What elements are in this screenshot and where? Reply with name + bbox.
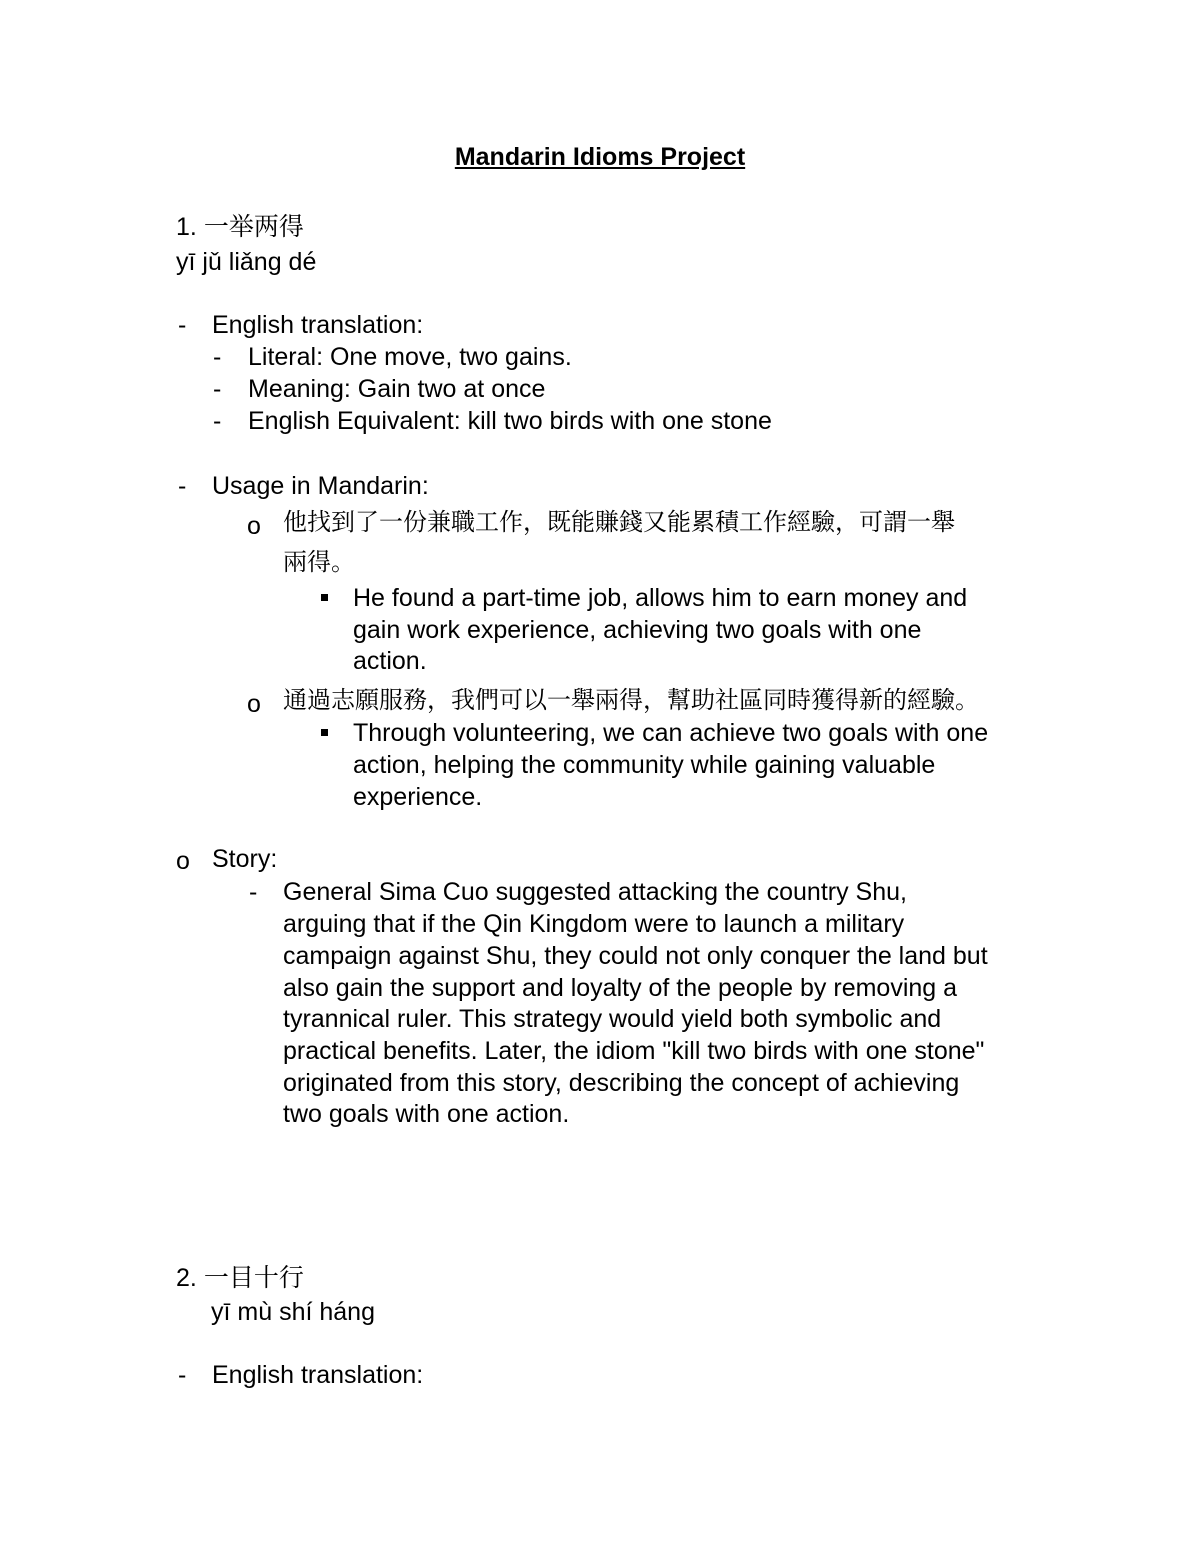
idiom-1-example-1-translation-line: gain work experience, achieving two goals with one — [353, 616, 922, 644]
bullet-circle: o — [247, 512, 261, 540]
bullet-dash: - — [178, 1361, 187, 1389]
idiom-1-meaning: Meaning: Gain two at once — [248, 375, 546, 403]
bullet-dash: - — [213, 375, 222, 403]
idiom-1-example-1-translation-line: He found a part-time job, allows him to earn money and — [353, 584, 968, 612]
bullet-dash: - — [178, 472, 187, 500]
idiom-1-usage-heading: Usage in Mandarin: — [212, 472, 429, 500]
bullet-dash: - — [213, 343, 222, 371]
bullet-square — [321, 729, 328, 736]
bullet-dash: - — [213, 407, 222, 435]
idiom-1-example-2-translation-line: experience. — [353, 783, 483, 811]
idiom-1-example-1-chinese-cont: 兩得。 — [283, 548, 355, 576]
idiom-2-english-heading: English translation: — [212, 1361, 424, 1389]
bullet-dash: - — [249, 878, 258, 906]
idiom-1-story-line: campaign against Shu, they could not only conquer the land but — [283, 942, 988, 970]
idiom-1-story-heading: Story: — [212, 845, 278, 873]
idiom-1-story-line: tyrannical ruler. This strategy would yield both symbolic and — [283, 1005, 942, 1033]
idiom-1-story-line: originated from this story, describing the concept of achieving — [283, 1069, 960, 1097]
idiom-1-heading — [176, 211, 304, 243]
idiom-1-literal: Literal: One move, two gains. — [248, 343, 572, 371]
idiom-1-equivalent: English Equivalent: kill two birds with one stone — [248, 407, 772, 435]
idiom-1-example-1-chinese: 他找到了一份兼職工作，既能賺錢又能累積工作經驗，可謂一舉 — [283, 508, 955, 536]
idiom-2-heading — [176, 1262, 304, 1294]
idiom-1-example-1-translation-line: action. — [353, 647, 427, 675]
idiom-1-story-line: arguing that if the Qin Kingdom were to launch a military — [283, 910, 905, 938]
bullet-circle: o — [176, 847, 190, 875]
idiom-2-pinyin: yī mù shí háng — [211, 1298, 375, 1326]
idiom-1-example-2-chinese: 通過志願服務，我們可以一舉兩得，幫助社區同時獲得新的經驗。 — [283, 686, 979, 714]
idiom-1-example-2-translation-line: action, helping the community while gaining valuable — [353, 751, 936, 779]
idiom-1-hanzi: 一举两得 — [203, 213, 304, 241]
document-title: Mandarin Idioms Project — [454, 143, 746, 171]
idiom-1-story-line: General Sima Cuo suggested attacking the country Shu, — [283, 878, 907, 906]
idiom-1-example-2-translation-line: Through volunteering, we can achieve two goals with one — [353, 719, 989, 747]
idiom-2-number: 2. — [176, 1264, 197, 1292]
idiom-1-story-line: practical benefits. Later, the idiom "kill two birds with one stone" — [283, 1037, 985, 1065]
idiom-1-story-line: two goals with one action. — [283, 1100, 570, 1128]
idiom-2-hanzi: 一目十行 — [203, 1264, 304, 1292]
bullet-square — [321, 594, 328, 601]
idiom-1-story-line: also gain the support and loyalty of the people by removing a — [283, 974, 958, 1002]
idiom-1-english-heading: English translation: — [212, 311, 424, 339]
idiom-1-pinyin: yī jǔ liǎng dé — [176, 248, 317, 276]
bullet-dash: - — [178, 311, 187, 339]
idiom-1-number: 1. — [176, 213, 197, 241]
bullet-circle: o — [247, 690, 261, 718]
